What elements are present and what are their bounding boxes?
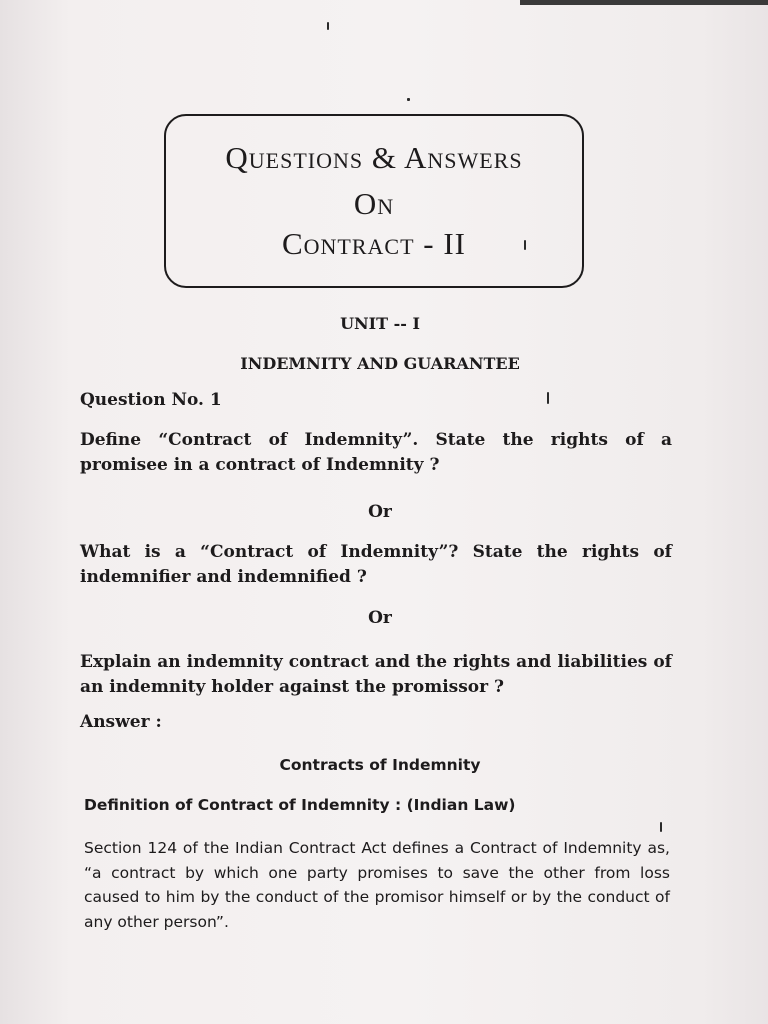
unit-heading: UNIT -- I: [340, 314, 420, 333]
answer-label: Answer :: [80, 712, 162, 732]
scan-speck: [524, 240, 526, 250]
definition-title: Definition of Contract of Indemnity : (Indian Law): [84, 796, 516, 814]
scan-speck: [407, 98, 410, 101]
section-title: Contracts of Indemnity: [279, 756, 481, 774]
definition-paragraph: Section 124 of the Indian Contract Act defines a Contract of Indemnity as, “a contract by which one party promises to save the other from loss caused to him by the conduct of the promisor himself or by the conduct of any other person”.: [84, 839, 670, 931]
scan-edge: [520, 0, 768, 5]
question-text-2: What is a “Contract of Indemnity”? State the rights of indemnifier and indemnified ?: [80, 542, 672, 587]
or-separator-2: Or: [368, 608, 392, 628]
or-separator-1: Or: [368, 502, 392, 522]
question-text-1: Define “Contract of Indemnity”. State the rights of a promisee in a contract of Indemnity ?: [80, 430, 672, 475]
question-text-3: Explain an indemnity contract and the rights and liabilities of an indemnity holder against the promissor ?: [80, 652, 672, 697]
title-line-1: Questions & Answers: [225, 140, 523, 175]
scan-speck: [660, 822, 662, 832]
title-line-3: Contract - II: [281, 226, 467, 261]
scan-speck: [547, 392, 549, 404]
scan-speck: [327, 22, 329, 30]
subject-heading: INDEMNITY AND GUARANTEE: [240, 354, 520, 373]
title-line-2: On: [353, 186, 395, 221]
question-number: Question No. 1: [80, 390, 222, 410]
